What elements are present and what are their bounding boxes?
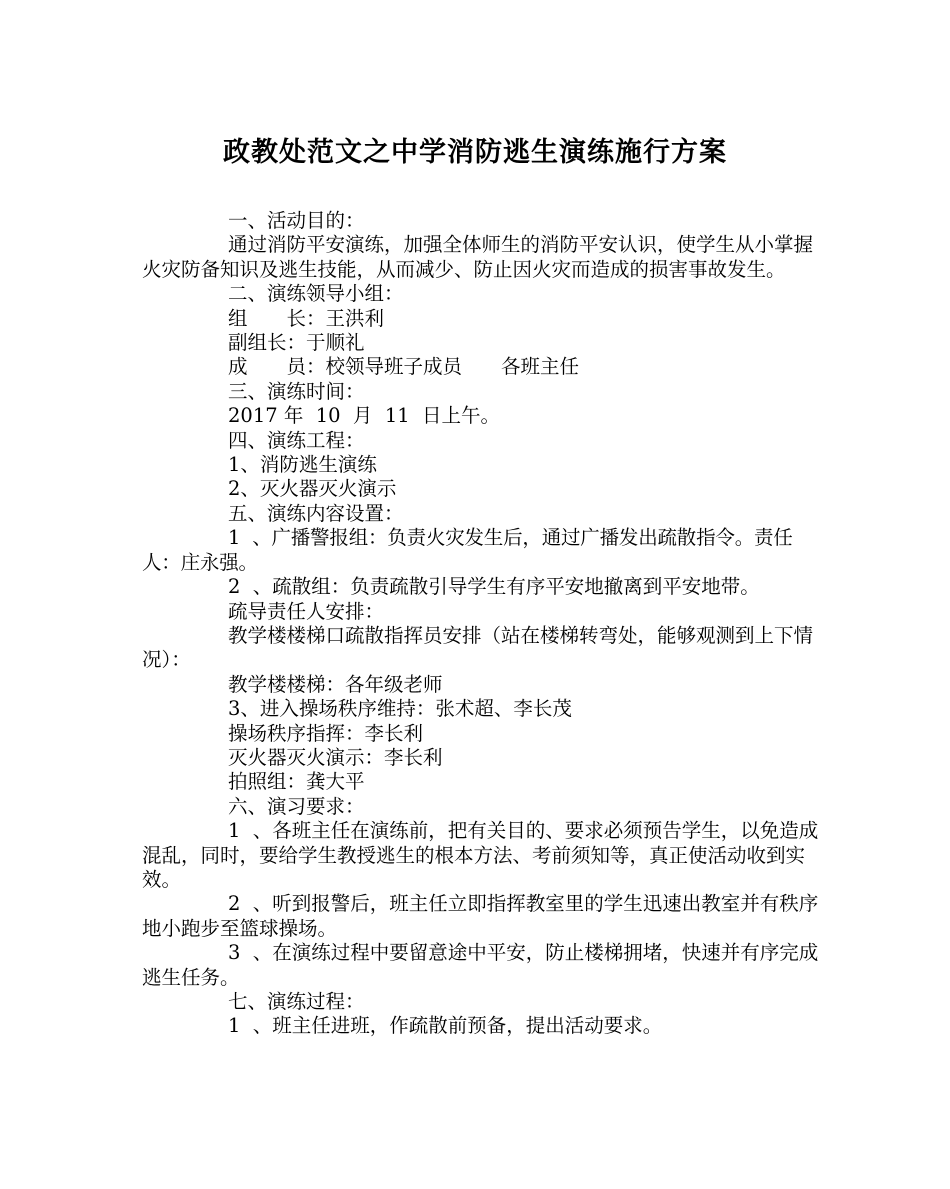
document-title: 政教处范文之中学消防逃生演练施行方案	[223, 137, 727, 168]
list-line: 1 、班主任进班，作疏散前预备，提出活动要求。	[228, 1014, 663, 1038]
list-line: 疏导责任人安排：	[228, 599, 385, 623]
list-line: 成 员：校领导班子成员 各班主任	[228, 355, 580, 379]
paragraph: 教学楼楼梯口疏散指挥员安排（站在楼梯转弯处，能够观测到上下情况）：	[142, 623, 814, 672]
paragraph: 3 、在演练过程中要留意途中平安，防止楼梯拥堵，快速并有序完成逃生任务。	[142, 941, 819, 989]
list-line: 副组长：于顺礼	[228, 331, 365, 355]
paragraph: 1 、广播警报组：负责火灾发生后，通过广播发出疏散指令。责任人：庄永强。	[142, 526, 793, 574]
list-line: 教学楼楼梯：各年级老师	[228, 672, 443, 696]
section-heading: 七、演练过程：	[228, 990, 365, 1013]
section-heading: 三、演练时间：	[228, 379, 365, 403]
paragraph: 通过消防平安演练，加强全体师生的消防平安认识，使学生从小掌握火灾防备知识及逃生技能，从而减少、防止因火灾而造成的损害事故发生。	[142, 233, 814, 281]
section-heading: 一、活动目的：	[228, 209, 365, 232]
list-line: 拍照组：龚大平	[228, 770, 365, 794]
paragraph: 2 、听到报警后，班主任立即指挥教室里的学生迅速出教室并有秩序地小跑步至篮球操场。	[142, 892, 819, 940]
section-heading: 五、演练内容设置：	[228, 501, 404, 525]
list-line: 2017 年 10 月 11 日上午。	[228, 404, 501, 428]
list-line: 1、消防逃生演练	[228, 453, 377, 477]
list-line: 灭火器灭火演示：李长利	[228, 745, 443, 769]
list-line: 组 长：王洪利	[228, 306, 385, 330]
paragraph: 1 、各班主任在演练前，把有关目的、要求必须预告学生，以免造成混乱，同时，要给学生教授逃生的根本方法、考前须知等，真正使活动收到实效。	[142, 819, 819, 891]
section-heading: 二、演练领导小组：	[228, 282, 404, 306]
section-heading: 四、演练工程：	[228, 428, 365, 452]
section-heading: 六、演习要求：	[228, 794, 365, 818]
list-line: 操场秩序指挥：李长利	[228, 721, 424, 745]
paragraph: 2 、疏散组：负责疏散引导学生有序平安地撤离到平安地带。	[228, 575, 760, 599]
list-line: 2、灭火器灭火演示	[228, 477, 397, 501]
document-body	[142, 209, 822, 1039]
list-line: 3、进入操场秩序维持：张术超、李长茂	[228, 697, 572, 721]
